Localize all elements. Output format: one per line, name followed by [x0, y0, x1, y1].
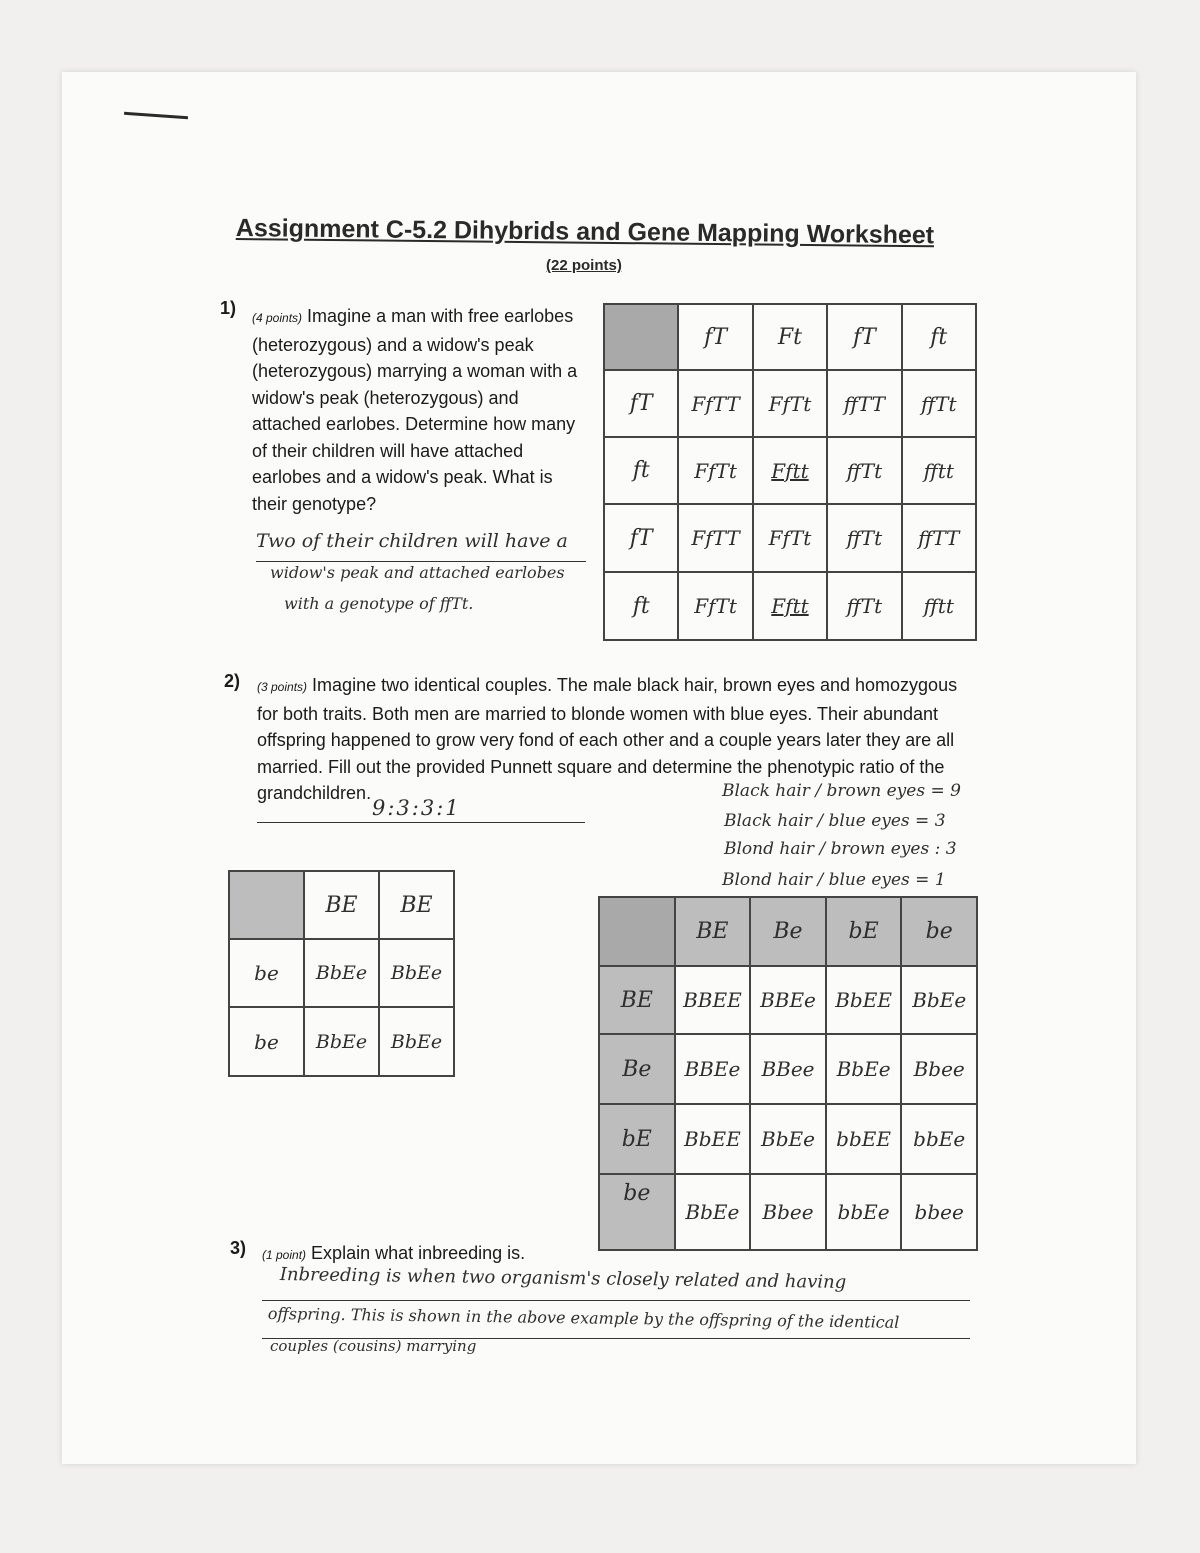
q2s-col-header: BE: [304, 871, 379, 939]
q1-cell: FfTT: [678, 504, 752, 572]
q2b-cell: BBee: [750, 1034, 826, 1104]
q3-answer-line-1: Inbreeding is when two organism's closely related and having: [279, 1264, 847, 1293]
q2b-row-header: be: [599, 1174, 675, 1250]
q1-row-header: ft: [604, 572, 678, 640]
q2b-row-header: BE: [599, 966, 675, 1034]
q2b-col-header: Be: [750, 897, 826, 966]
q1-row-header: fT: [604, 504, 678, 572]
q3-answer-line-3: couples (cousins) marrying: [270, 1337, 477, 1355]
q2s-cell: BbEe: [304, 1007, 379, 1076]
q1-answer-line-3: with a genotype of ffTt.: [284, 594, 474, 613]
q2-answer-rule: [257, 822, 585, 823]
q2-phenotype-1: Black hair / brown eyes = 9: [722, 781, 961, 801]
q2b-cell: bbee: [901, 1174, 977, 1250]
q2b-cell: BbEe: [675, 1174, 751, 1250]
q2b-corner-cell: [599, 897, 675, 966]
q2b-cell: BbEe: [750, 1104, 826, 1174]
q1-cell: ffTT: [827, 370, 901, 437]
q1-text: Imagine a man with free earlobes (heterozygous) and a widow's peak (heterozygous) marrying a woman with a widow's peak (heterozygous) and attached earlobes. Determine how many of their children will have attached earlobes and a widow's peak. What is their genotype?: [252, 306, 578, 514]
q1-cell: ffTT: [902, 504, 976, 572]
q1-cell: fftt: [902, 437, 976, 504]
q2b-col-header: BE: [675, 897, 751, 966]
q1-cell: FfTT: [678, 370, 752, 437]
total-points: (22 points): [546, 257, 622, 274]
q1-cell: ffTt: [827, 572, 901, 640]
q2b-row-header: Be: [599, 1034, 675, 1104]
q2s-row-header: be: [229, 939, 304, 1007]
q2b-col-header: be: [901, 897, 977, 966]
q2b-cell: bbEe: [901, 1104, 977, 1174]
q1-cell: ffTt: [827, 504, 901, 572]
q1-cell: FfTt: [753, 370, 827, 437]
q2s-corner-cell: [229, 871, 304, 939]
q2-big-punnett-square: [598, 896, 978, 1251]
q1-cell: fftt: [902, 572, 976, 640]
q2s-cell: BbEe: [379, 1007, 454, 1076]
worksheet-title: Assignment C-5.2 Dihybrids and Gene Mapping Worksheet: [235, 214, 935, 250]
q2b-cell: BbEe: [826, 1034, 902, 1104]
q3-number: 3): [230, 1238, 247, 1258]
q2s-cell: BbEe: [379, 939, 454, 1007]
q1-cell: FfTt: [753, 504, 827, 572]
q1-prompt: [252, 303, 586, 517]
q1-col-header: ft: [902, 304, 976, 370]
q2-ratio-answer: 9:3:3:1: [372, 796, 461, 820]
q2-phenotype-2: Black hair / blue eyes = 3: [724, 811, 946, 831]
q2b-col-header: bE: [826, 897, 902, 966]
q1-answer-line-1: Two of their children will have a: [256, 530, 568, 552]
q1-cell: ffTt: [827, 437, 901, 504]
q2b-cell: bbEe: [826, 1174, 902, 1250]
q2b-cell: BbEe: [901, 966, 977, 1034]
q1-cell-highlight: Fftt: [753, 572, 827, 640]
q3-answer-line-2: offspring. This is shown in the above example by the offspring of the identical: [267, 1304, 900, 1332]
q1-cell: ffTt: [902, 370, 976, 437]
q3-text: Explain what inbreeding is.: [311, 1243, 526, 1263]
q3-points: (1 point): [262, 1248, 307, 1262]
q2-text: Imagine two identical couples. The male black hair, brown eyes and homozygous for both traits. Both men are married to blonde women with blue eyes. Their abundant offspring happened to grow very fond of each other and a couple years later they are all married. Fill out the provided Punnett square and determine the phenotypic ratio of the grandchildren.: [257, 675, 958, 803]
q2b-cell: BBEE: [675, 966, 751, 1034]
q2s-col-header: BE: [379, 871, 454, 939]
q2-points: (3 points): [257, 680, 308, 694]
q2b-cell: BBEe: [750, 966, 826, 1034]
q1-answer-line-2: widow's peak and attached earlobes: [270, 563, 565, 582]
q1-cell: FfTt: [678, 437, 752, 504]
q1-col-header: fT: [678, 304, 752, 370]
q1-col-header: Ft: [753, 304, 827, 370]
q2-number: 2): [224, 671, 241, 691]
q2-small-punnett-square: [228, 870, 455, 1077]
q2-phenotype-4: Blond hair / blue eyes = 1: [722, 870, 946, 890]
q2s-row-header: be: [229, 1007, 304, 1076]
q2b-row-header: bE: [599, 1104, 675, 1174]
q2s-cell: BbEe: [304, 939, 379, 1007]
q1-corner-cell: [604, 304, 678, 370]
q2b-cell: BbEE: [826, 966, 902, 1034]
q3-answer-rule-1: [262, 1300, 970, 1301]
q2b-cell: BbEE: [675, 1104, 751, 1174]
q1-number: 1): [220, 298, 237, 318]
q2b-cell: Bbee: [901, 1034, 977, 1104]
q1-answer-rule: [256, 561, 586, 562]
q2b-cell: bbEE: [826, 1104, 902, 1174]
q1-cell-highlight: Fftt: [753, 437, 827, 504]
q1-col-header: fT: [827, 304, 901, 370]
q1-cell: FfTt: [678, 572, 752, 640]
q1-points: (4 points): [252, 311, 303, 325]
q1-punnett-square: [603, 303, 977, 641]
q2b-cell: BBEe: [675, 1034, 751, 1104]
q1-row-header: ft: [604, 437, 678, 504]
q2b-cell: Bbee: [750, 1174, 826, 1250]
q1-row-header: fT: [604, 370, 678, 437]
q2-phenotype-3: Blond hair / brown eyes : 3: [724, 839, 957, 859]
